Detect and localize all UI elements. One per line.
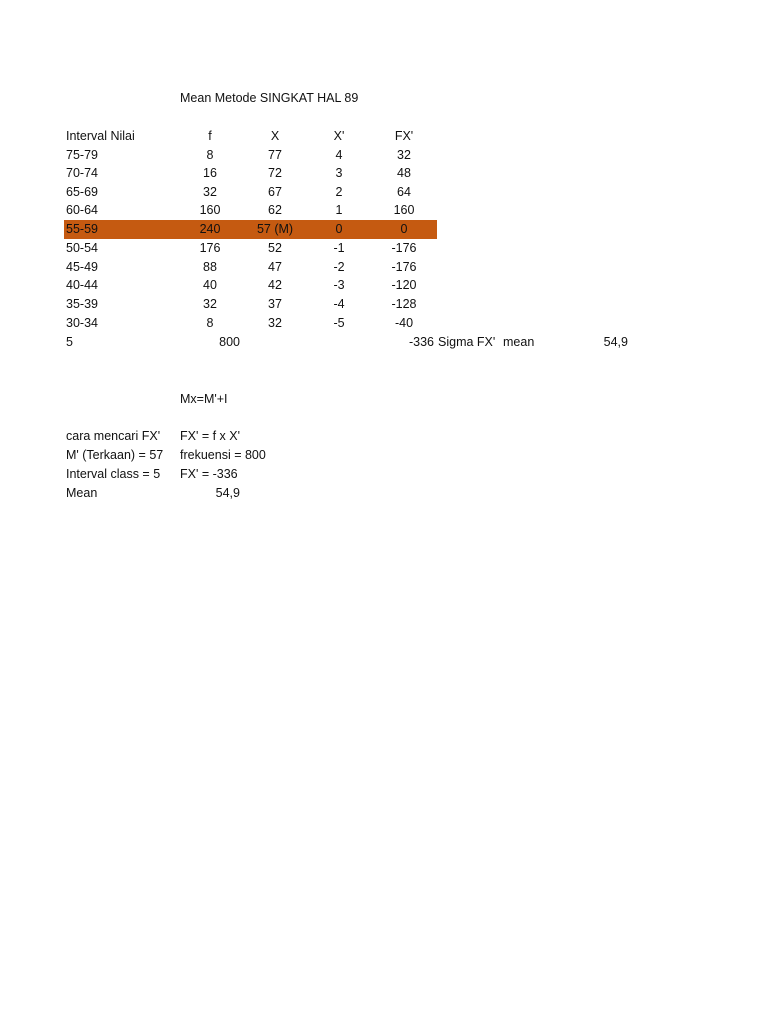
row-fx-prime: -40 <box>394 316 414 330</box>
row-fx-prime: 64 <box>397 185 411 199</box>
row-x: 42 <box>268 278 282 292</box>
row-interval: 70-74 <box>66 166 98 180</box>
total-fx-prime: -336 <box>408 335 434 349</box>
row-f: 40 <box>203 278 217 292</box>
header-interval: Interval Nilai <box>66 129 135 143</box>
row-f: 32 <box>203 297 217 311</box>
row-x-prime: -5 <box>333 316 345 330</box>
header-x: X <box>270 129 280 143</box>
row-fx-prime: -128 <box>391 297 417 311</box>
header-x-prime: X' <box>333 129 345 143</box>
row-f: 8 <box>206 148 214 162</box>
row-x-prime: 4 <box>335 148 343 162</box>
row-x: 72 <box>268 166 282 180</box>
row-x-highlighted: 57 (M) <box>256 222 294 236</box>
row-fx-prime: 48 <box>397 166 411 180</box>
row-f: 88 <box>203 260 217 274</box>
note-right: frekuensi = 800 <box>180 448 266 462</box>
row-interval: 35-39 <box>66 297 98 311</box>
row-x: 62 <box>268 203 282 217</box>
row-f: 16 <box>203 166 217 180</box>
mean-row-value: 54,9 <box>215 486 240 500</box>
note-right: FX' = -336 <box>180 467 238 481</box>
row-x-prime: -1 <box>333 241 345 255</box>
row-x-prime-highlighted: 0 <box>335 222 343 236</box>
row-fx-prime: -176 <box>391 260 417 274</box>
row-x-prime: 3 <box>335 166 343 180</box>
row-interval: 75-79 <box>66 148 98 162</box>
note-left: M' (Terkaan) = 57 <box>66 448 164 462</box>
row-x: 32 <box>268 316 282 330</box>
note-left: cara mencari FX' <box>66 429 161 443</box>
row-fx-prime: -176 <box>391 241 417 255</box>
note-right: FX' = f x X' <box>180 429 240 443</box>
formula: Mx=M'+I <box>180 392 228 406</box>
header-fx-prime: FX' <box>394 129 414 143</box>
row-interval: 40-44 <box>66 278 98 292</box>
note-left: Interval class = 5 <box>66 467 161 481</box>
mean-row-label: Mean <box>66 486 98 500</box>
row-x-prime: -4 <box>333 297 345 311</box>
row-fx-prime: 160 <box>393 203 415 217</box>
row-interval: 65-69 <box>66 185 98 199</box>
row-x: 52 <box>268 241 282 255</box>
row-x-prime: 1 <box>335 203 343 217</box>
sheet-title: Mean Metode SINGKAT HAL 89 <box>180 91 359 105</box>
row-x: 37 <box>268 297 282 311</box>
row-fx-prime-highlighted: 0 <box>400 222 408 236</box>
row-interval: 30-34 <box>66 316 98 330</box>
row-interval: 45-49 <box>66 260 98 274</box>
mean-label: mean <box>503 335 535 349</box>
sigma-label: Sigma FX' <box>438 335 496 349</box>
header-f: f <box>208 129 212 143</box>
total-frequency: 800 <box>219 335 240 349</box>
row-interval: 50-54 <box>66 241 98 255</box>
highlighted-row-background <box>64 220 437 239</box>
row-fx-prime: -120 <box>391 278 417 292</box>
row-f: 160 <box>199 203 221 217</box>
row-interval-highlighted: 55-59 <box>66 222 98 236</box>
row-interval: 60-64 <box>66 203 98 217</box>
row-fx-prime: 32 <box>397 148 411 162</box>
total-interval-class: 5 <box>66 335 73 349</box>
row-x-prime: -2 <box>333 260 345 274</box>
row-f: 8 <box>206 316 214 330</box>
mean-value: 54,9 <box>603 335 628 349</box>
row-f: 176 <box>199 241 221 255</box>
row-x-prime: -3 <box>333 278 345 292</box>
row-f-highlighted: 240 <box>199 222 221 236</box>
row-f: 32 <box>203 185 217 199</box>
row-x: 77 <box>268 148 282 162</box>
row-x-prime: 2 <box>335 185 343 199</box>
row-x: 67 <box>268 185 282 199</box>
row-x: 47 <box>268 260 282 274</box>
